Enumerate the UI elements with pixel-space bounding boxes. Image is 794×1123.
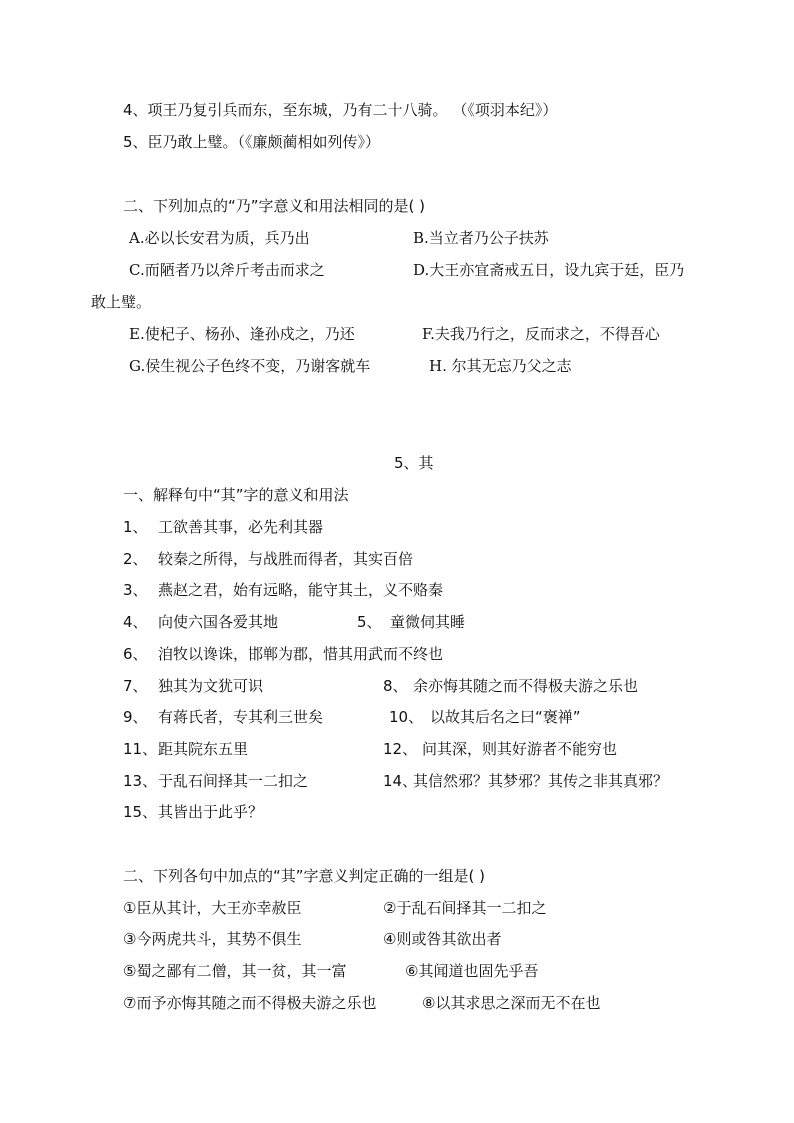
choice-item: ⑧以其求思之深而无不在也 [422,994,601,1012]
item-num: 4、 [123,613,148,631]
item-text: 工欲善其事，必先利其器 [158,518,324,536]
option-c: C.而陋者乃以斧斤考击而求之 [129,261,325,279]
choice-item: ⑦而予亦悔其随之而不得极夫游之乐也 [123,994,377,1012]
part1-heading: 一、解释句中“其”字的意义和用法 [123,486,349,504]
choice-item: ①臣从其计，大王亦幸赦臣 [123,899,302,917]
option-h: H. 尔其无忘乃父之志 [429,357,572,375]
item-num: 2、 [123,550,148,568]
item-text: 童微伺其睡 [390,613,466,631]
item-text: 其皆出于此乎？ [158,803,264,821]
item-num: 3、 [123,581,148,599]
section-title: 5、其 [394,454,434,472]
q5-line: 5、臣乃敢上璧。（《廉颇蔺相如列传》） [123,133,381,151]
item-num: 11、 [123,740,158,758]
option-a: A.必以长安君为质，兵乃出 [129,229,310,247]
item-text: 余亦悔其随之而不得极夫游之乐也 [413,677,639,695]
item-text: 问其深，则其好游者不能穷也 [422,740,618,758]
item-num: 7、 [123,677,148,695]
item-num: 5、 [357,613,382,631]
item-num: 8、 [383,677,408,695]
item-num: 6、 [123,645,148,663]
part2-heading-qi: 二、下列各句中加点的“其”字意义判定正确的一组是( ) [123,867,486,885]
item-num: 1、 [123,518,148,536]
option-d: D.大王亦宜斋戒五日，设九宾于廷，臣乃 [413,261,685,279]
item-text: 洎牧以谗诛，邯郸为郡，惜其用武而不终也 [158,645,444,663]
choice-item: ②于乱石间择其一二扣之 [383,899,547,917]
item-text: 其信然邪？其梦邪？其传之非其真邪？ [413,772,669,790]
choice-item: ③今两虎共斗，其势不俱生 [123,930,302,948]
item-text: 以故其后名之曰“褒禅” [430,708,581,726]
item-num: 14、 [383,772,418,790]
part2-heading: 二、下列加点的“乃”字意义和用法相同的是( ) [123,197,426,215]
item-text: 较秦之所得，与战胜而得者，其实百倍 [158,550,414,568]
option-d-cont: 敢上璧。 [91,293,152,311]
item-num: 13、 [123,772,158,790]
item-text: 距其院东五里 [158,740,249,758]
option-g: G.侯生视公子色终不变，乃谢客就车 [129,357,371,375]
item-text: 有蒋氏者，专其利三世矣 [158,708,324,726]
choice-item: ⑤蜀之鄙有二僧，其一贫，其一富 [123,962,347,980]
item-text: 向使六国各爱其地 [158,613,279,631]
item-num: 10、 [389,708,424,726]
item-num: 9、 [123,708,148,726]
item-text: 于乱石间择其一二扣之 [158,772,309,790]
option-b: B.当立者乃公子扶苏 [413,229,549,247]
item-text: 独其为文犹可识 [158,677,264,695]
q4-line: 4、项王乃复引兵而东，至东城，乃有二十八骑。 （《项羽本纪》） [123,101,558,119]
choice-item: ⑥其闻道也固先乎吾 [405,962,539,980]
item-num: 12、 [383,740,418,758]
option-f: F.夫我乃行之，反而求之，不得吾心 [422,325,660,343]
item-num: 15、 [123,803,158,821]
item-text: 燕赵之君，始有远略，能守其土，义不赂秦 [158,581,444,599]
choice-item: ④则或咎其欲出者 [383,930,502,948]
option-e: E.使杞子、杨孙、逢孙戍之，乃还 [129,325,355,343]
